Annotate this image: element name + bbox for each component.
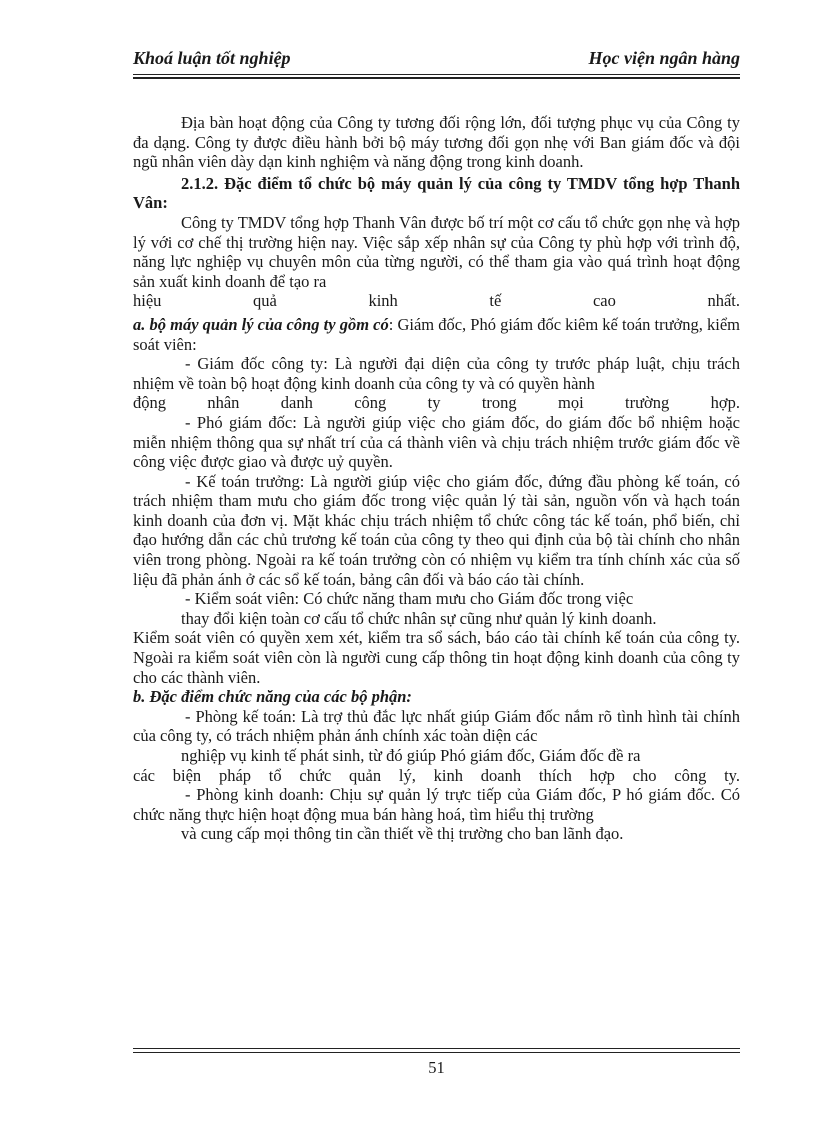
paragraph-intro: Địa bàn hoạt động của Công ty tương đối rộng lớn, đối tượng phục vụ của Công ty đa dạng. Công ty được điều hành bởi bộ máy tương đối gọn nhẹ với Ban giám đốc và đội ngũ nhân viên dày dạn kinh nghiệm và năng động trong kinh doanh. [133, 113, 740, 172]
item-director: - Giám đốc công ty: Là người đại diện của công ty trước pháp luật, chịu trách nhiệm về toàn bộ hoạt động kinh doanh của công ty và có quyền hành [133, 354, 740, 393]
item-accounting-dept-first: - Phòng kế toán: Là trợ thủ đắc lực nhất giúp Giám đốc nắm rõ tình hình tài chính của công ty, có trách nhiệm phản ánh chính xác toàn diện các [133, 706, 740, 746]
item-business-dept-last: và cung cấp mọi thông tin cần thiết về thị trường cho ban lãnh đạo. [181, 824, 624, 844]
section-a-text: : Giám đốc, Phó giám đốc kiêm kế toán trưởng, kiểm soát viên: [133, 314, 741, 354]
item-controller-rest: Kiểm soát viên có quyền xem xét, kiểm tra sổ sách, báo cáo tài chính kế toán của công ty. Ngoài ra kiểm soát viên còn là người cung cấp thông tin hoạt động kinh doanh của công ty cho các thành viên. [133, 628, 740, 687]
item-accounting-dept-last: các biện pháp tổ chức quản lý, kinh doanh thích hợp cho công ty. [133, 765, 740, 785]
footer-rule-bottom [133, 1052, 740, 1053]
section-a-title: a. bộ máy quản lý của công ty gồm có [133, 314, 389, 334]
header-rule-top [133, 74, 740, 75]
paragraph-company-structure-last-line: hiệu quả kinh tế cao nhất. [133, 291, 740, 311]
item-controller-second-line: thay đổi kiện toàn cơ cấu tổ chức nhân sự cũng như quản lý kinh doanh. [181, 608, 657, 628]
header-rule-bottom [133, 77, 740, 79]
item-director-last-line: động nhân danh công ty trong mọi trường hợp. [133, 393, 740, 413]
section-a [133, 315, 740, 354]
item-business-dept-first: - Phòng kinh doanh: Chịu sự quản lý trực tiếp của Giám đốc, P hó giám đốc. Có chức năng thực hiện hoạt động mua bán hàng hoá, tìm hiểu thị trường [133, 785, 740, 824]
footer-rule-top [133, 1048, 740, 1049]
paragraph-company-structure: Công ty TMDV tổng hợp Thanh Vân được bố trí một cơ cấu tổ chức gọn nhẹ và hợp lý với cơ chế thị trường hiện nay. Việc sắp xếp nhân sự của Công ty phù hợp với trình độ, năng lực nghiệp vụ chuyên môn của từng người, có thể tham gia vào quá trình hoạt động sản xuất kinh doanh để tạo ra [133, 212, 740, 291]
section-heading-2-1-2: 2.1.2. Đặc điểm tổ chức bộ máy quản lý của công ty TMDV tổng hợp Thanh Vân: [133, 173, 740, 213]
item-chief-accountant: - Kế toán trưởng: Là người giúp việc cho giám đốc, đứng đầu phòng kế toán, có trách nhiệm tham mưu cho giám đốc trong việc quản lý tài sản, nguồn vốn và hạch toán kinh doanh của đơn vị. Mặt khác chịu trách nhiệm tổ chức công tác kế toán, phổ biến, chỉ đạo hướng dẫn các chủ trương kế toán của công ty theo qui định của bộ tài chính cho nhân viên trong phòng. Ngoài ra kế toán trưởng còn có nhiệm vụ kiểm tra tính chính xác của số liệu đã phản ánh ở các sổ kế toán, bảng cân đối và báo cáo tài chính. [133, 471, 740, 589]
item-deputy-director: - Phó giám đốc: Là người giúp việc cho giám đốc, do giám đốc bổ nhiệm hoặc miễn nhiệm thông qua sự nhất trí của cá thành viên và chịu trách nhiệm trước giám đốc về công việc được giao và được uỷ quyền. [133, 412, 740, 472]
header-thesis-title: Khoá luận tốt nghiệp [133, 48, 291, 68]
section-b-title: b. Đặc điểm chức năng của các bộ phận: [133, 687, 412, 707]
page-header [133, 48, 740, 72]
page-number: 51 [428, 1058, 445, 1077]
header-institution: Học viện ngân hàng [588, 48, 740, 68]
page-body [133, 113, 740, 844]
item-controller-first-line: - Kiểm soát viên: Có chức năng tham mưu cho Giám đốc trong việc [185, 589, 634, 609]
item-accounting-dept-second: nghiệp vụ kinh tế phát sinh, từ đó giúp Phó giám đốc, Giám đốc đề ra [181, 746, 641, 765]
